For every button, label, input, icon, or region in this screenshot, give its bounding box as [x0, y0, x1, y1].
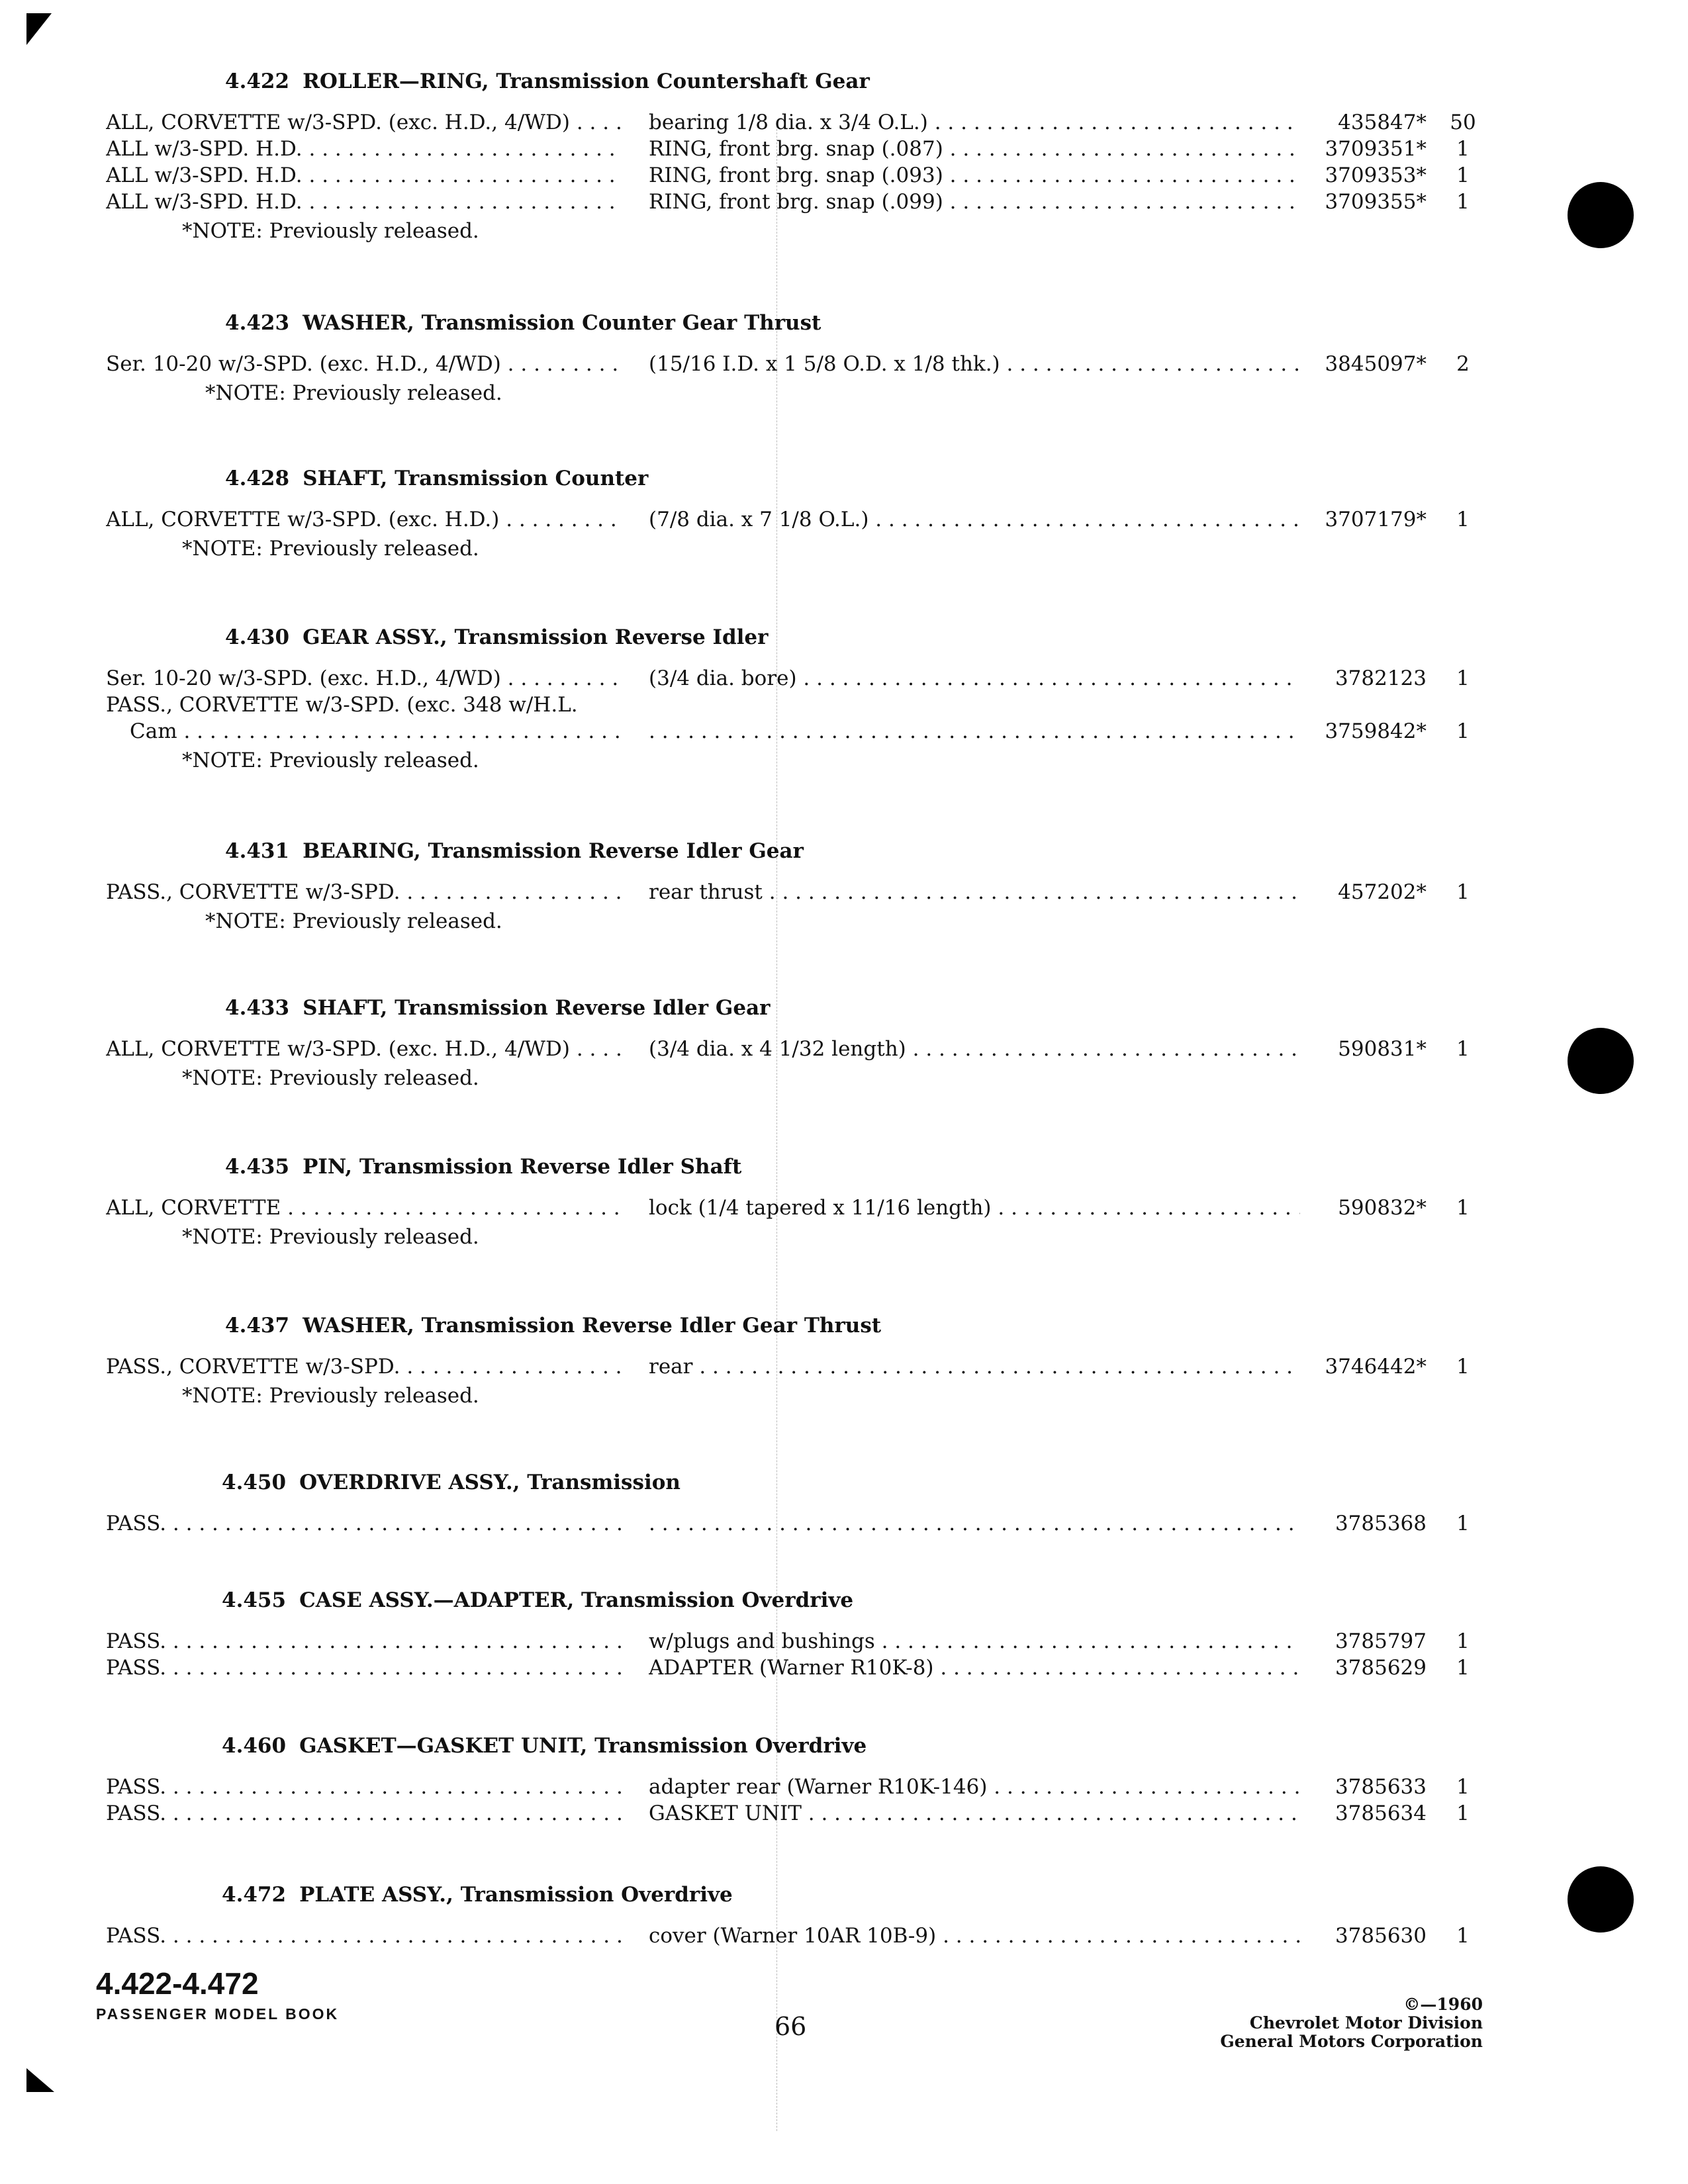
section-heading	[225, 467, 648, 490]
part-number: 3782123	[1335, 666, 1427, 690]
description-cell: RING, front brg. snap (.099) . . .	[649, 190, 1300, 214]
section-title: CASE ASSY.—ADAPTER, Transmission Overdrive	[299, 1588, 854, 1612]
application-cell: ALL, CORVETTE w/3-SPD. (exc. H.D., 4/WD) . . .	[106, 1037, 622, 1061]
note-text: *NOTE: Previously released.	[182, 1225, 479, 1249]
section-number: 4.472	[222, 1883, 287, 1907]
section-heading	[222, 1883, 733, 1907]
section-number: 4.437	[225, 1314, 290, 1338]
binder-hole-middle	[1568, 1028, 1634, 1094]
part-number: 3709353*	[1325, 163, 1427, 187]
quantity: 1	[1456, 719, 1470, 743]
application-cell: PASS. . . .	[106, 1656, 622, 1680]
copyright-year: ©—1960	[1403, 1995, 1483, 2014]
page-number: 66	[774, 2012, 807, 2041]
copyright-corporation: General Motors Corporation	[1220, 2032, 1483, 2051]
section-heading	[225, 1314, 881, 1338]
application-cell: PASS., CORVETTE w/3-SPD. . . .	[106, 880, 622, 904]
part-row	[106, 1196, 1470, 1224]
section-title: WASHER, Transmission Counter Gear Thrust	[303, 311, 821, 335]
part-number: 3759842*	[1325, 719, 1427, 743]
part-number: 3785630	[1335, 1924, 1427, 1948]
quantity: 1	[1456, 880, 1470, 904]
part-row	[106, 1924, 1470, 1952]
binder-hole-top	[1568, 182, 1634, 248]
part-row	[106, 1775, 1470, 1803]
quantity: 1	[1456, 1629, 1470, 1653]
description-cell: ADAPTER (Warner R10K-8) . . .	[649, 1656, 1300, 1680]
application-cell: PASS. . . .	[106, 1801, 622, 1825]
part-row	[106, 719, 1470, 747]
description-cell: RING, front brg. snap (.087) . . .	[649, 137, 1300, 161]
part-row	[106, 1656, 1470, 1684]
description-cell: rear . . .	[649, 1355, 1300, 1379]
part-row	[106, 163, 1470, 191]
note-text: *NOTE: Previously released.	[182, 1384, 479, 1408]
description-cell: (3/4 dia. bore) . . .	[649, 666, 1300, 690]
note-text: *NOTE: Previously released.	[182, 219, 479, 243]
description-cell: cover (Warner 10AR 10B-9) . . .	[649, 1924, 1300, 1948]
section-heading	[225, 625, 768, 649]
part-row	[106, 1037, 1470, 1065]
description-cell: (7/8 dia. x 7 1/8 O.L.) . . .	[649, 508, 1300, 531]
description-cell: lock (1/4 tapered x 11/16 length) . . .	[649, 1196, 1300, 1220]
section-title: ROLLER—RING, Transmission Countershaft Gear	[303, 69, 870, 93]
section-title: OVERDRIVE ASSY., Transmission	[299, 1471, 680, 1494]
part-row	[106, 880, 1470, 908]
description-cell: bearing 1/8 dia. x 3/4 O.L.) . . .	[649, 111, 1300, 134]
note-text: *NOTE: Previously released.	[182, 749, 479, 772]
copyright-division: Chevrolet Motor Division	[1249, 2013, 1483, 2032]
section-heading	[222, 1588, 853, 1612]
description-cell: adapter rear (Warner R10K-146) . . .	[649, 1775, 1300, 1799]
part-row	[106, 137, 1470, 165]
description-cell: RING, front brg. snap (.093) . . .	[649, 163, 1300, 187]
part-number: 457202*	[1338, 880, 1427, 904]
application-cell: PASS. . . .	[106, 1775, 622, 1799]
section-title: WASHER, Transmission Reverse Idler Gear Thrust	[303, 1314, 882, 1338]
part-number: 590831*	[1338, 1037, 1427, 1061]
note-text: *NOTE: Previously released.	[182, 537, 479, 561]
description-cell: rear thrust . . .	[649, 880, 1300, 904]
quantity: 1	[1456, 1196, 1470, 1220]
section-title: PIN, Transmission Reverse Idler Shaft	[303, 1155, 742, 1179]
part-number: 3785797	[1335, 1629, 1427, 1653]
section-heading	[222, 1734, 867, 1758]
part-row	[106, 1629, 1470, 1657]
quantity: 1	[1456, 1801, 1470, 1825]
quantity: 1	[1456, 1656, 1470, 1680]
section-title: SHAFT, Transmission Reverse Idler Gear	[303, 996, 771, 1020]
part-number: 3785633	[1335, 1775, 1427, 1799]
section-heading	[225, 69, 870, 93]
section-heading	[222, 1471, 680, 1494]
part-number: 3785368	[1335, 1512, 1427, 1535]
section-title: PLATE ASSY., Transmission Overdrive	[299, 1883, 733, 1907]
note-text: *NOTE: Previously released.	[182, 1066, 479, 1090]
section-number: 4.431	[225, 839, 290, 863]
part-row	[106, 1512, 1470, 1539]
part-number: 3709355*	[1325, 190, 1427, 214]
part-row	[106, 693, 1377, 721]
application-cell: PASS. . . .	[106, 1629, 622, 1653]
note-text: *NOTE: Previously released.	[205, 381, 502, 405]
quantity: 1	[1456, 1512, 1470, 1535]
part-row	[106, 190, 1470, 218]
part-number: 3785634	[1335, 1801, 1427, 1825]
section-title: GEAR ASSY., Transmission Reverse Idler	[303, 625, 769, 649]
corner-mark-top-left	[26, 13, 53, 46]
quantity: 1	[1456, 666, 1470, 690]
binder-hole-bottom	[1568, 1866, 1634, 1933]
part-number: 3845097*	[1325, 352, 1427, 376]
section-number: 4.455	[222, 1588, 287, 1612]
part-row	[106, 352, 1470, 380]
section-title: GASKET—GASKET UNIT, Transmission Overdrive	[299, 1734, 867, 1758]
part-row	[106, 1355, 1470, 1383]
application-cell: Cam . . .	[106, 719, 622, 743]
quantity: 1	[1456, 1037, 1470, 1061]
part-row	[106, 111, 1476, 138]
application-cell: PASS. . . .	[106, 1512, 622, 1535]
section-number: 4.422	[225, 69, 290, 93]
quantity: 1	[1456, 137, 1470, 161]
part-row	[106, 1801, 1470, 1829]
section-heading	[225, 996, 771, 1020]
section-number: 4.428	[225, 467, 290, 490]
application-cell: ALL, CORVETTE . . .	[106, 1196, 622, 1220]
section-number: 4.423	[225, 311, 290, 335]
part-number: 435847*	[1338, 111, 1427, 134]
section-heading	[225, 1155, 741, 1179]
note-text: *NOTE: Previously released.	[205, 909, 502, 933]
section-number: 4.433	[225, 996, 290, 1020]
quantity: 1	[1456, 508, 1470, 531]
part-number: 3746442*	[1325, 1355, 1427, 1379]
section-heading	[225, 311, 821, 335]
footer-copyright	[1205, 1995, 1483, 2051]
quantity: 1	[1456, 163, 1470, 187]
section-number: 4.430	[225, 625, 290, 649]
application-cell: ALL w/3-SPD. H.D. . . .	[106, 137, 622, 161]
description-cell: (15/16 I.D. x 1 5/8 O.D. x 1/8 thk.) . . .	[649, 352, 1300, 376]
quantity: 1	[1456, 1924, 1470, 1948]
part-number: 3707179*	[1325, 508, 1427, 531]
section-title: BEARING, Transmission Reverse Idler Gear	[303, 839, 804, 863]
application-cell: ALL w/3-SPD. H.D. . . .	[106, 163, 622, 187]
application-cell: Ser. 10-20 w/3-SPD. (exc. H.D., 4/WD) . . .	[106, 666, 622, 690]
part-row	[106, 666, 1470, 694]
application-cell: PASS., CORVETTE w/3-SPD. (exc. 348 w/H.L.	[106, 693, 578, 717]
quantity: 1	[1456, 1775, 1470, 1799]
quantity: 2	[1456, 352, 1470, 376]
section-number: 4.450	[222, 1471, 287, 1494]
section-number: 4.460	[222, 1734, 287, 1758]
application-cell: ALL, CORVETTE w/3-SPD. (exc. H.D., 4/WD) . . .	[106, 111, 622, 134]
corner-mark-bottom-left	[26, 2068, 56, 2095]
application-cell: PASS. . . .	[106, 1924, 622, 1948]
application-cell: Ser. 10-20 w/3-SPD. (exc. H.D., 4/WD) . . .	[106, 352, 622, 376]
part-row	[106, 508, 1470, 535]
part-number: 3785629	[1335, 1656, 1427, 1680]
quantity: 50	[1450, 111, 1476, 134]
footer-book-title: PASSENGER MODEL BOOK	[96, 2005, 340, 2023]
section-heading	[225, 839, 804, 863]
footer-section-code: 4.422-4.472	[96, 1966, 259, 2001]
description-cell: GASKET UNIT . . .	[649, 1801, 1300, 1825]
part-number: 3709351*	[1325, 137, 1427, 161]
application-cell: ALL w/3-SPD. H.D. . . .	[106, 190, 622, 214]
quantity: 1	[1456, 190, 1470, 214]
description-cell: w/plugs and bushings . . .	[649, 1629, 1300, 1653]
quantity: 1	[1456, 1355, 1470, 1379]
section-number: 4.435	[225, 1155, 290, 1179]
section-title: SHAFT, Transmission Counter	[303, 467, 649, 490]
description-cell: (3/4 dia. x 4 1/32 length) . . .	[649, 1037, 1300, 1061]
fold-line	[776, 126, 777, 2131]
application-cell: PASS., CORVETTE w/3-SPD. . . .	[106, 1355, 622, 1379]
application-cell: ALL, CORVETTE w/3-SPD. (exc. H.D.) . . .	[106, 508, 622, 531]
part-number: 590832*	[1338, 1196, 1427, 1220]
